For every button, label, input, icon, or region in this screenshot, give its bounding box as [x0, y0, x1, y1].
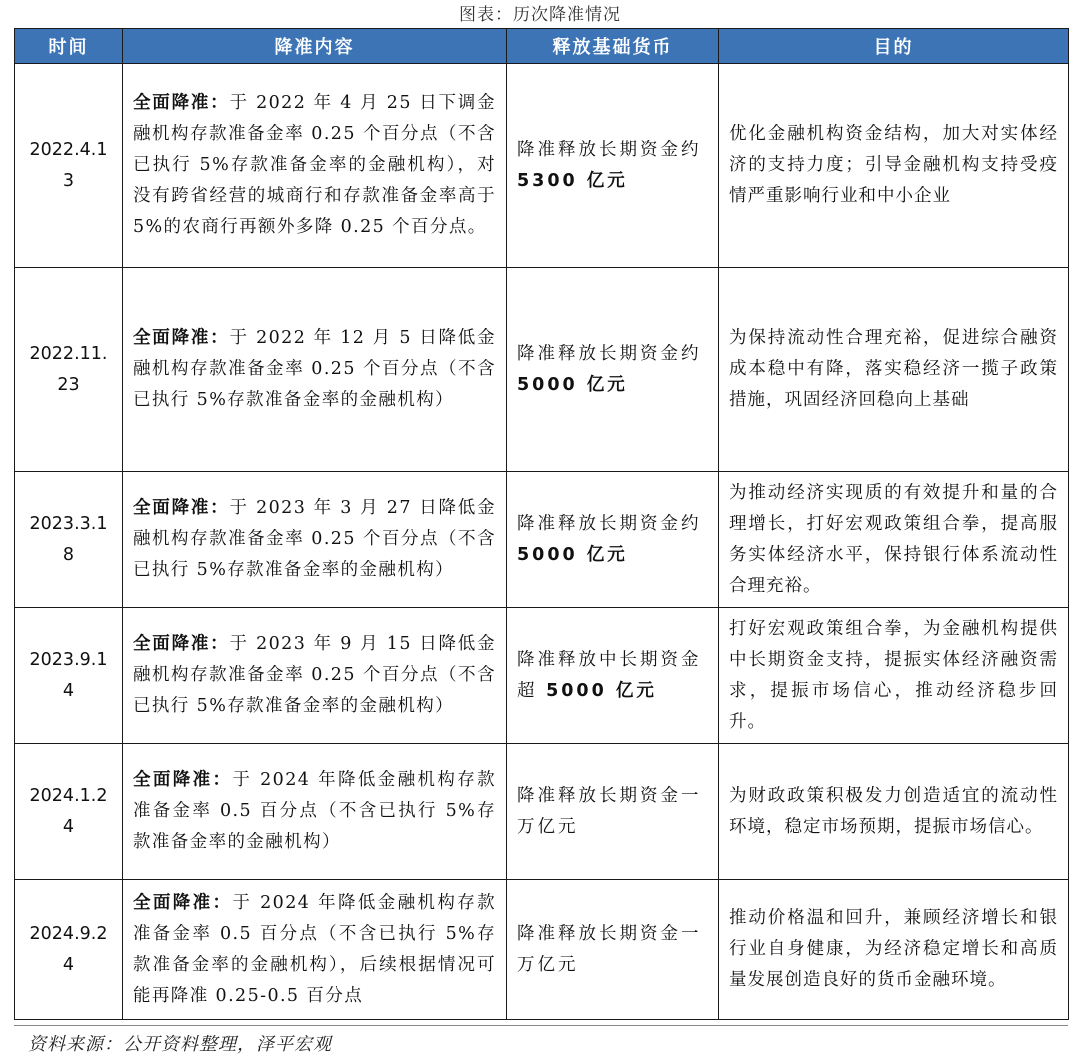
release-text: 降准释放长期资金约 [517, 139, 702, 160]
header-time: 时间 [15, 29, 123, 64]
table-row [15, 744, 1069, 880]
cell-goal: 推动价格温和回升，兼顾经济增长和银行业自身健康，为经济稳定增长和高质量发展创造良好的货币金融环境。 [719, 880, 1069, 1020]
cell-content [123, 268, 507, 472]
release-text: 降准释放长期资金约 [517, 513, 702, 534]
cell-release [507, 880, 719, 1020]
table-row [15, 880, 1069, 1020]
cut-type-label: 全面降准： [133, 634, 230, 654]
header-goal: 目的 [719, 29, 1069, 64]
cut-type-label: 全面降准： [133, 498, 230, 518]
cell-time: 2022.11.23 [15, 268, 123, 472]
cell-content [123, 472, 507, 608]
table-row [15, 268, 1069, 472]
cut-detail: 于 2022 年 12 月 5 日降低金融机构存款准备金率 0.25 个百分点（不含已执行 5%存款准备金率的金融机构） [133, 328, 496, 410]
cut-detail: 于 2023 年 3 月 27 日降低金融机构存款准备金率 0.25 个百分点（不含已执行 5%存款准备金率的金融机构） [133, 498, 496, 580]
release-amount: 5000 亿元 [517, 374, 628, 395]
source-note: 资料来源：公开资料整理，泽平宏观 [28, 1034, 332, 1055]
cell-release [507, 268, 719, 472]
table-row [15, 472, 1069, 608]
cell-release [507, 608, 719, 744]
release-text: 降准释放长期资金一万亿元 [517, 923, 702, 975]
cell-release [507, 472, 719, 608]
cell-goal: 为保持流动性合理充裕，促进综合融资成本稳中有降，落实稳经济一揽子政策措施，巩固经济回稳向上基础 [719, 268, 1069, 472]
cell-content [123, 880, 507, 1020]
release-text: 降准释放长期资金约 [517, 343, 702, 364]
cell-content [123, 744, 507, 880]
cut-type-label: 全面降准： [133, 328, 230, 348]
cut-type-label: 全面降准： [133, 892, 233, 913]
release-text: 降准释放长期资金一万亿元 [517, 785, 702, 837]
release-text: 降准释放中长期资金超 [517, 649, 702, 701]
cut-type-label: 全面降准： [133, 93, 230, 113]
table-row [15, 64, 1069, 268]
header-row [15, 29, 1069, 64]
header-release: 释放基础货币 [507, 29, 719, 64]
cell-goal: 优化金融机构资金结构，加大对实体经济的支持力度；引导金融机构支持受疫情严重影响行业和中小企业 [719, 64, 1069, 268]
rrr-history-table [14, 28, 1069, 1020]
release-amount: 5300 亿元 [517, 170, 628, 191]
cell-goal: 为财政政策积极发力创造适宜的流动性环境，稳定市场预期，提振市场信心。 [719, 744, 1069, 880]
footer-divider [14, 1025, 1068, 1026]
release-amount: 5000 亿元 [546, 680, 657, 701]
cell-time: 2023.9.14 [15, 608, 123, 744]
cell-content [123, 608, 507, 744]
cell-time: 2022.4.13 [15, 64, 123, 268]
table-caption: 图表：历次降准情况 [459, 5, 621, 25]
cell-time: 2024.1.24 [15, 744, 123, 880]
cut-detail: 于 2023 年 9 月 15 日降低金融机构存款准备金率 0.25 个百分点（不含已执行 5%存款准备金率的金融机构） [133, 634, 496, 716]
cell-content [123, 64, 507, 268]
cell-release [507, 64, 719, 268]
cut-detail: 于 2022 年 4 月 25 日下调金融机构存款准备金率 0.25 个百分点（不含已执行 5%存款准备金率的金融机构），对没有跨省经营的城商行和存款准备金率高于 5%的农商行再额外多降 0.25 个百分点。 [133, 93, 496, 237]
table-row [15, 608, 1069, 744]
cell-time: 2023.3.18 [15, 472, 123, 608]
cell-goal: 打好宏观政策组合拳，为金融机构提供中长期资金支持，提振实体经济融资需求，提振市场信心，推动经济稳步回升。 [719, 608, 1069, 744]
header-content: 降准内容 [123, 29, 507, 64]
cut-type-label: 全面降准： [133, 770, 233, 790]
cell-goal: 为推动经济实现质的有效提升和量的合理增长，打好宏观政策组合拳，提高服务实体经济水平，保持银行体系流动性合理充裕。 [719, 472, 1069, 608]
cut-detail: 于 2024 年降低金融机构存款准备金率 0.5 百分点（不含已执行 5%存款准备金率的金融机构） [133, 770, 497, 852]
cut-detail: 于 2024 年降低金融机构存款准备金率 0.5 百分点（不含已执行 5%存款准备金率的金融机构），后续根据情况可能再降准 0.25-0.5 百分点 [133, 892, 497, 1006]
cell-release [507, 744, 719, 880]
release-amount: 5000 亿元 [517, 544, 628, 565]
cell-time: 2024.9.24 [15, 880, 123, 1020]
